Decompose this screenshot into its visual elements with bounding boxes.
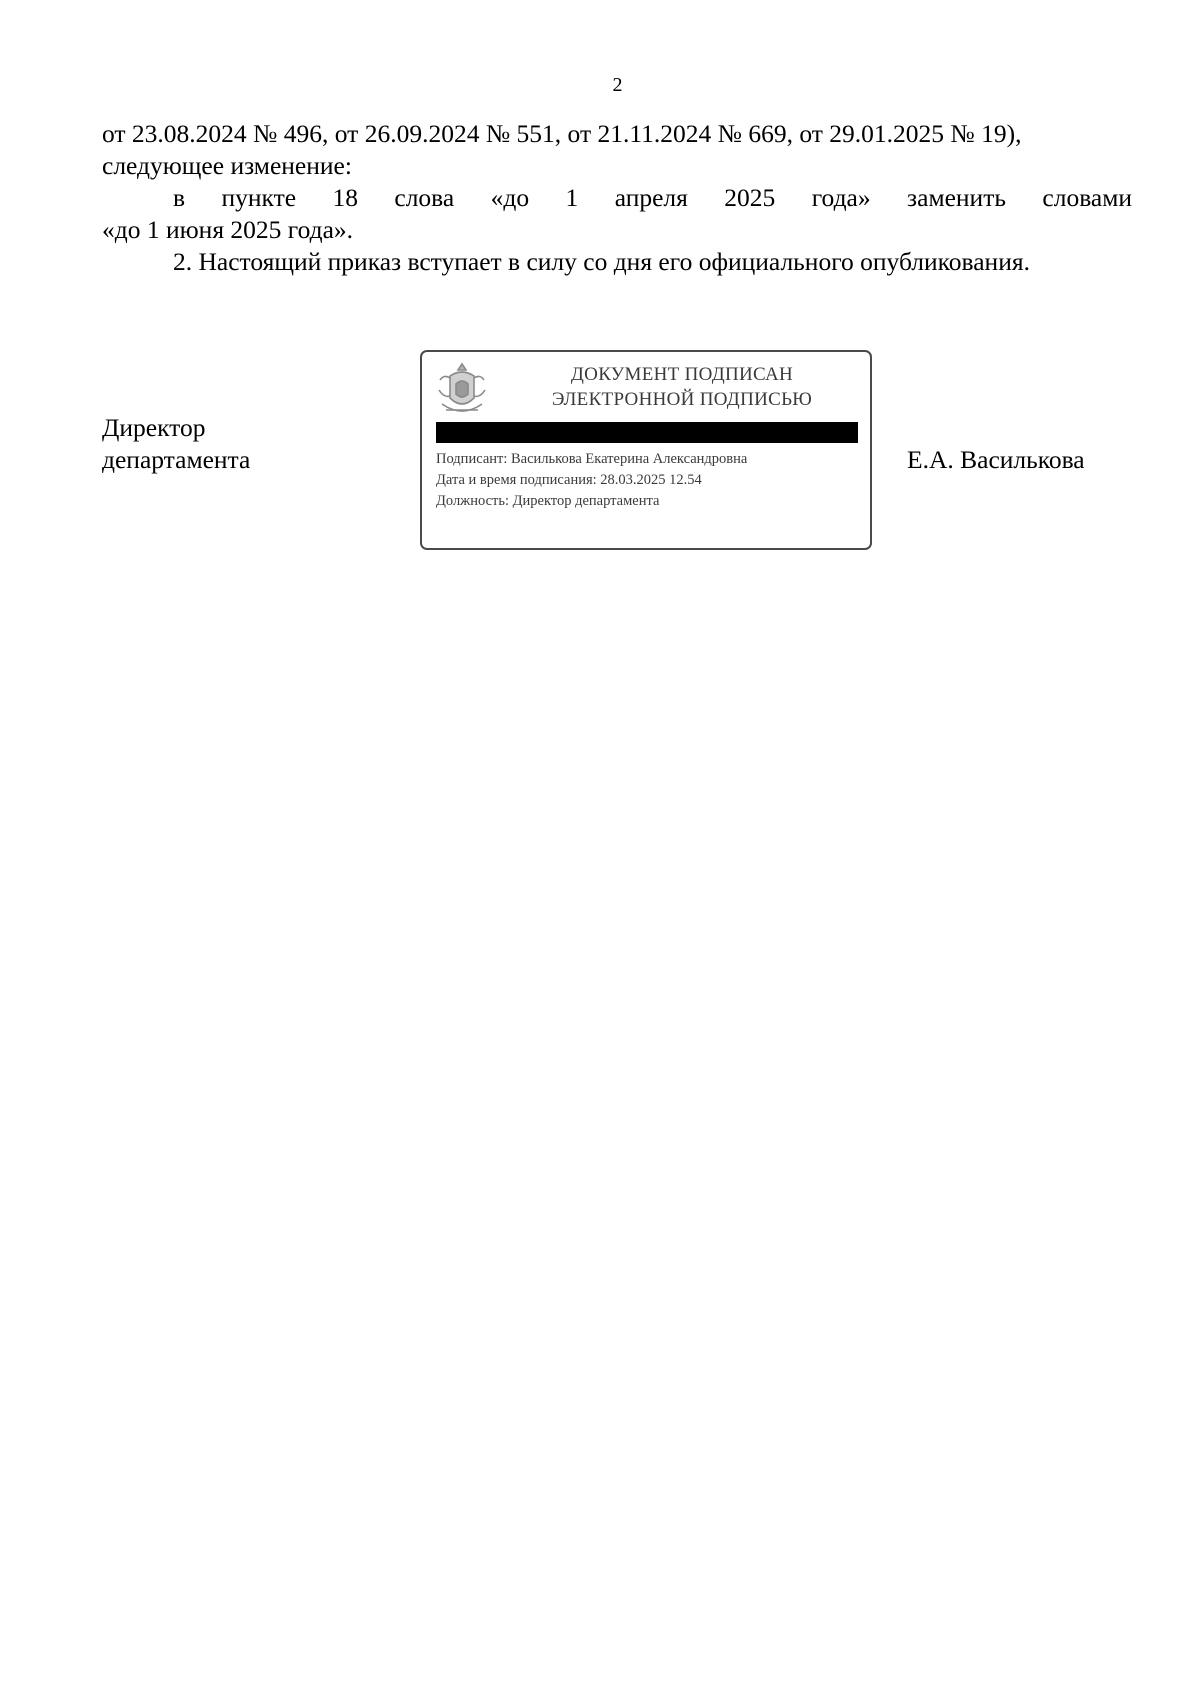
stamp-datetime: Дата и время подписания: 28.03.2025 12.54 (436, 472, 702, 488)
signatory-name: Е.А. Василькова (907, 445, 1085, 474)
stamp-signer: Подписант: Василькова Екатерина Александровна (436, 451, 748, 467)
redacted-certificate-bar (436, 422, 858, 443)
stamp-details (436, 449, 747, 512)
paragraph-effective (102, 246, 1132, 278)
stamp-title-line: ДОКУМЕНТ ПОДПИСАН (570, 364, 794, 385)
stamp-title (502, 362, 862, 412)
document-body (102, 118, 1132, 278)
paragraph-amendment-refs (102, 118, 1132, 182)
coat-of-arms-icon (436, 360, 488, 418)
paragraph-change (102, 182, 1132, 214)
text-line: от 23.08.2024 № 496, от 26.09.2024 № 551, от 21.11.2024 № 669, от 29.01.2025 № 19), (102, 119, 1022, 148)
text-line: в пункте 18 слова «до 1 апреля 2025 года» заменить словами (173, 183, 1132, 212)
signatory-position (102, 412, 250, 476)
position-line: Директор (102, 413, 206, 442)
text-line: 2. Настоящий приказ вступает в силу со дня его официального опубликования. (173, 247, 1030, 276)
electronic-signature-stamp (420, 350, 872, 550)
position-line: департамента (102, 445, 251, 474)
stamp-position: Должность: Директор департамента (436, 493, 660, 509)
text-line: «до 1 июня 2025 года». (102, 215, 354, 244)
page-number: 2 (612, 74, 623, 96)
text-line: следующее изменение: (102, 151, 352, 180)
stamp-title-line: ЭЛЕКТРОННОЙ ПОДПИСЬЮ (551, 389, 813, 410)
paragraph-change-continued (102, 214, 1132, 246)
